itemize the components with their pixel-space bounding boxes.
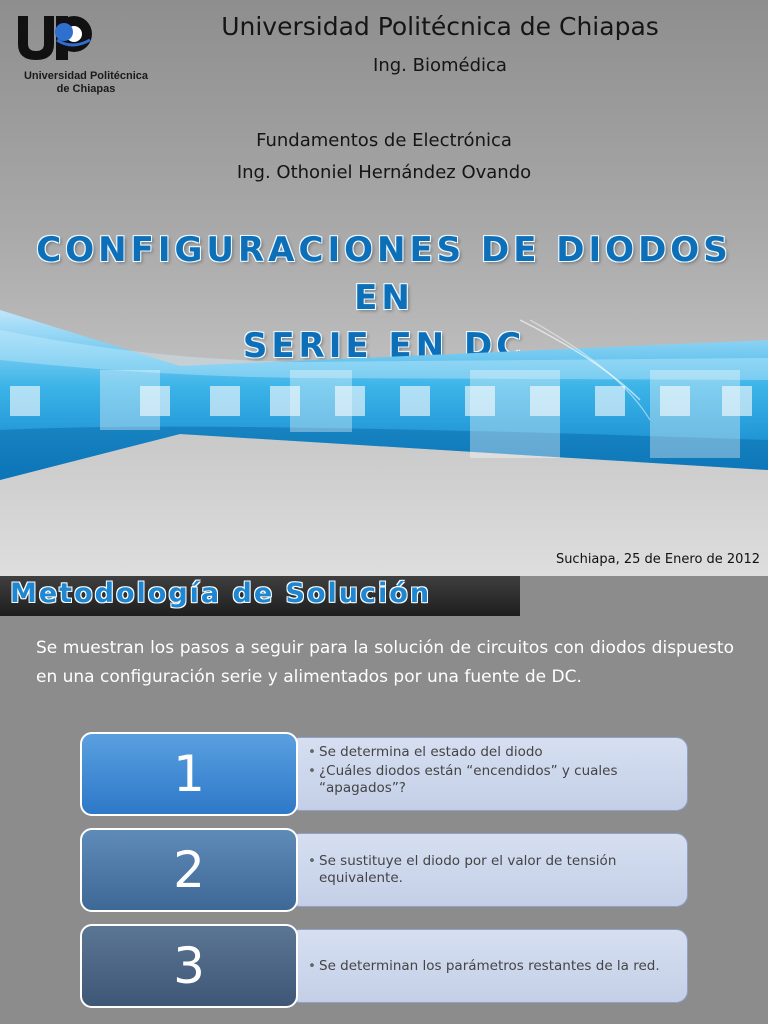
step-bullets <box>307 744 675 797</box>
step-description <box>288 737 688 811</box>
bullet-item: • Se sustituye el diodo por el valor de tensión equivalente. <box>319 853 675 887</box>
step-1 <box>80 732 690 816</box>
slide-title: Metodología de Solución <box>10 578 432 609</box>
career-name: Ing. Biomédica <box>373 55 507 76</box>
logo-text-line2: de Chiapas <box>56 83 116 95</box>
step-bullets <box>307 851 675 889</box>
title-line1: CONFIGURACIONES DE DIODOS EN <box>36 230 732 318</box>
step-number: 3 <box>173 937 205 995</box>
step-3 <box>80 924 690 1008</box>
step-number: 2 <box>173 841 205 899</box>
slide-header-bar <box>0 576 520 616</box>
course-name: Fundamentos de Electrónica <box>256 130 512 151</box>
step-number: 1 <box>173 745 205 803</box>
title-line2: SERIE EN DC <box>242 326 526 366</box>
presentation-date: Suchiapa, 25 de Enero de 2012 <box>555 552 760 567</box>
step-number-box <box>80 924 298 1008</box>
university-name: Universidad Politécnica de Chiapas <box>221 12 659 41</box>
methodology-slide <box>0 576 768 1024</box>
step-bullets <box>307 956 660 977</box>
up-logo-icon <box>12 10 102 68</box>
step-description <box>288 833 688 907</box>
step-description <box>288 929 688 1003</box>
decorative-band <box>0 300 768 500</box>
bullet-item: • Se determinan los parámetros restantes de la red. <box>319 958 660 975</box>
step-number-box <box>80 732 298 816</box>
step-number-box <box>80 828 298 912</box>
intro-paragraph: Se muestran los pasos a seguir para la solución de circuitos con diodos dispuesto en una configuración serie y alimentados por una fuente de DC. <box>36 638 734 687</box>
bullet-item: • Se determina el estado del diodo <box>319 744 675 761</box>
bullet-item: • ¿Cuáles diodos están “encendidos” y cuales “apagados”? <box>319 763 675 797</box>
teacher-name: Ing. Othoniel Hernández Ovando <box>236 162 532 183</box>
step-2 <box>80 828 690 912</box>
logo-text-line1: Universidad Politécnica <box>23 70 149 82</box>
